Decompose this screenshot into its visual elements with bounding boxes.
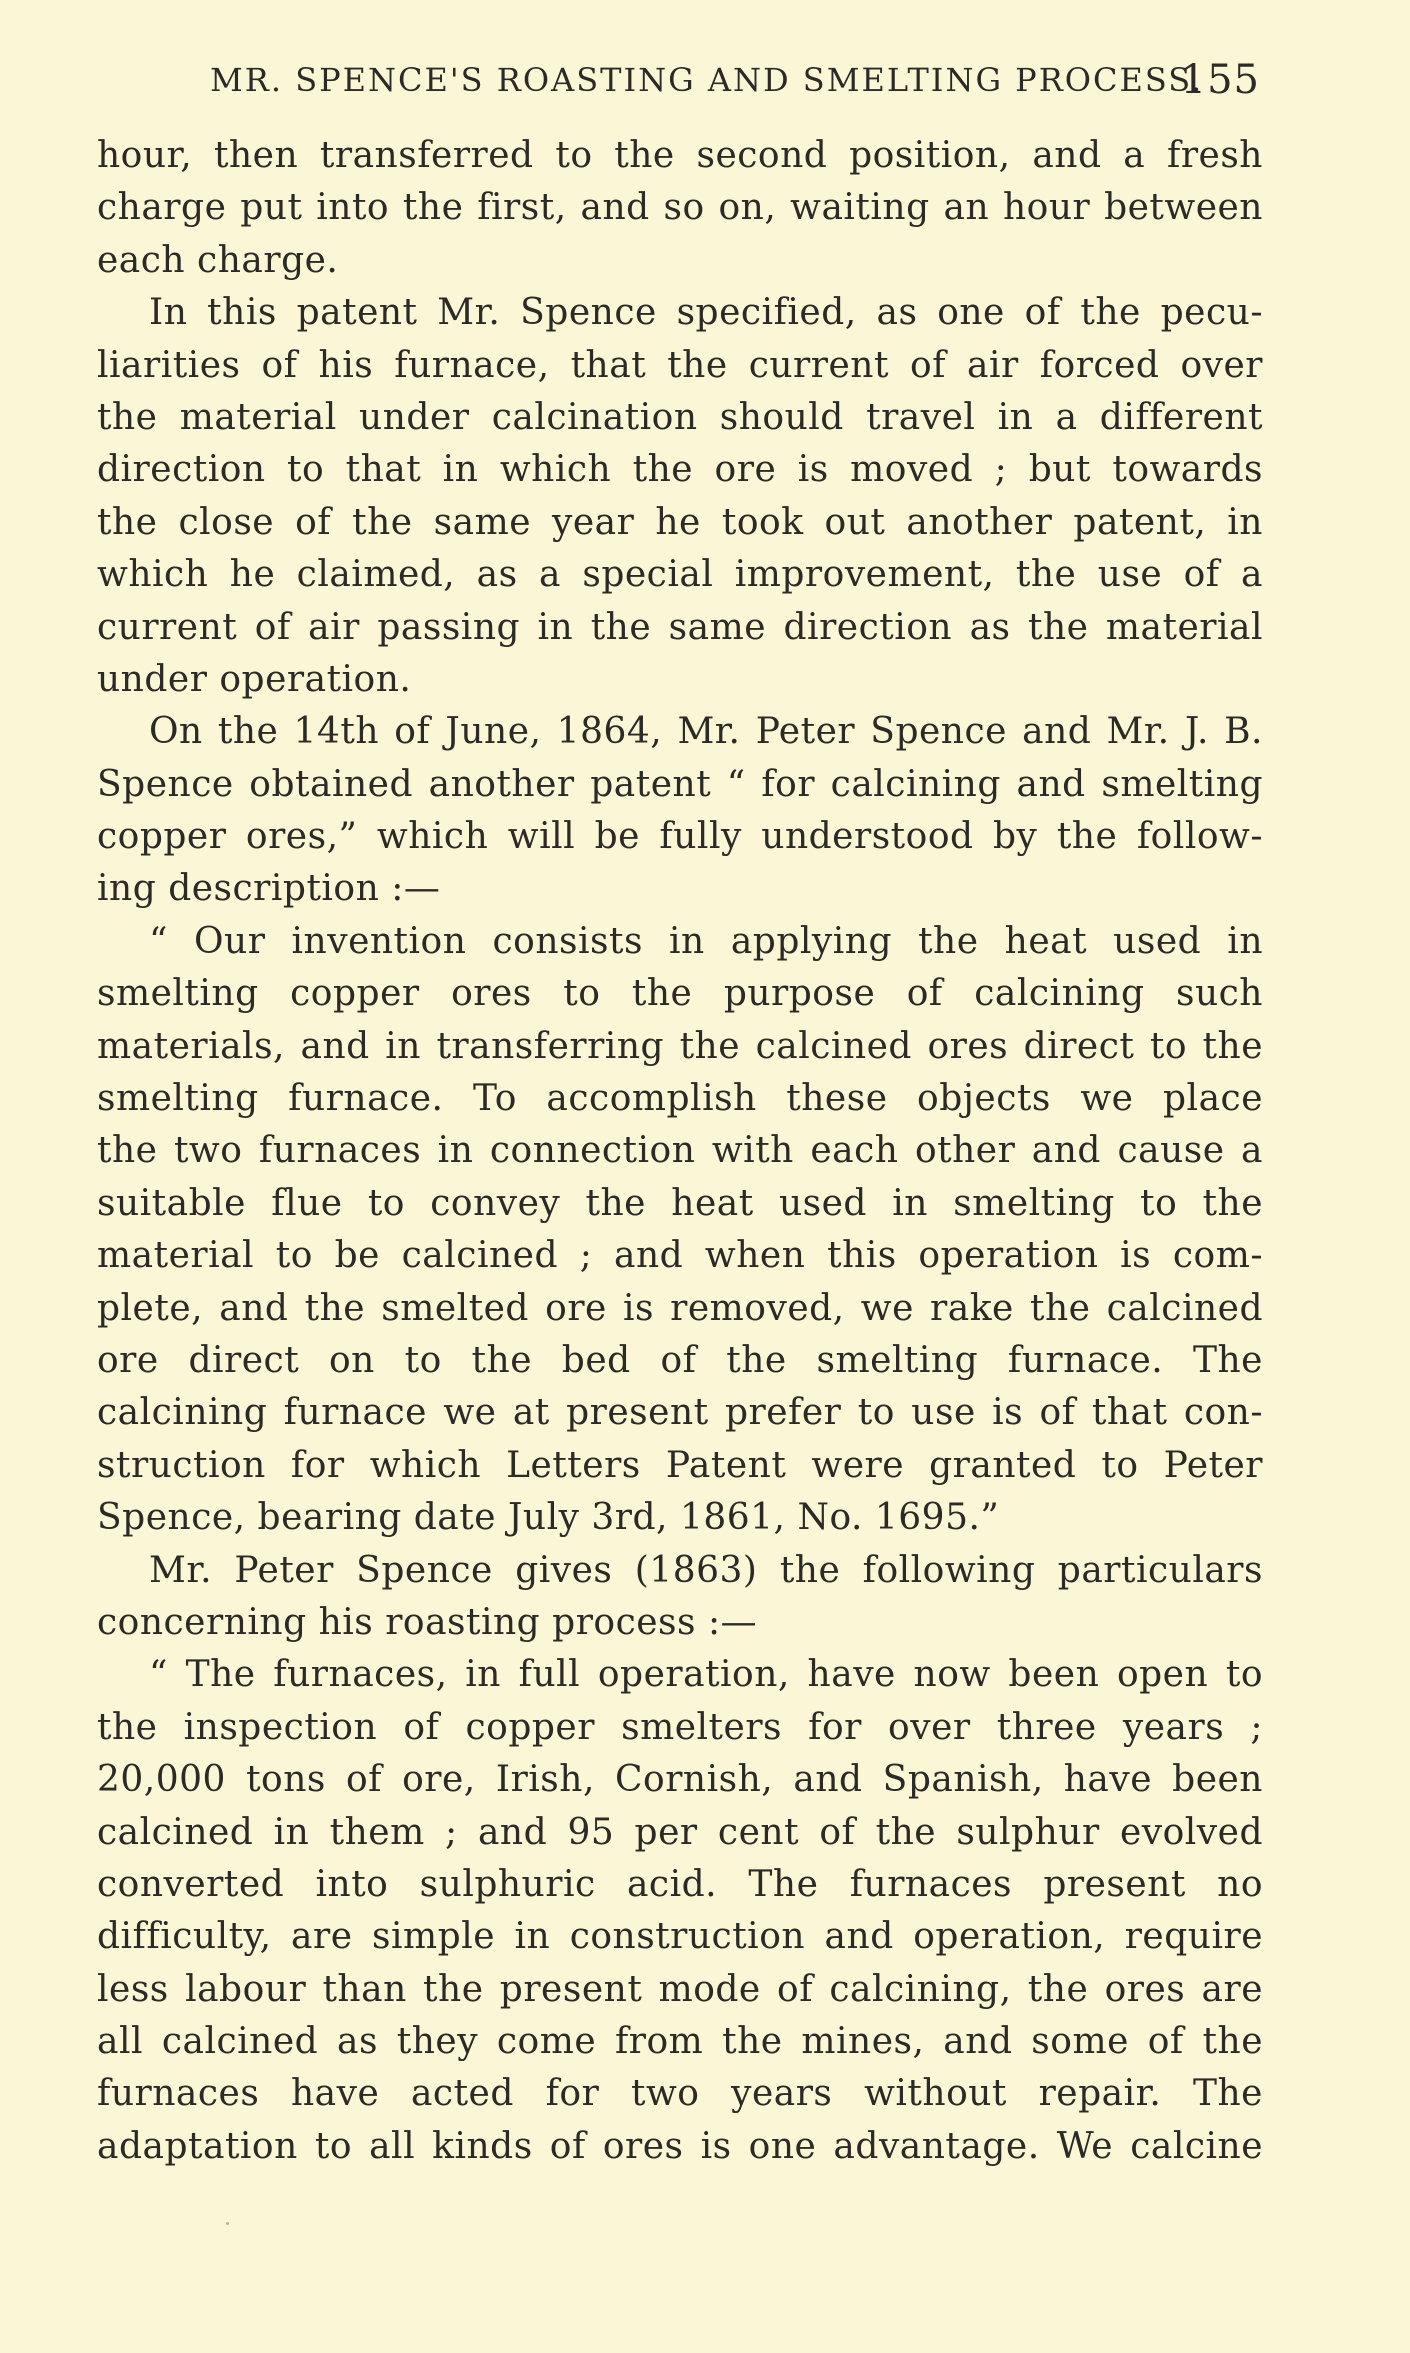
text-line: On the 14th of June, 1864, Mr. Peter Spence and Mr. J. B. (149, 711, 1263, 753)
running-title: MR. SPENCE'S ROASTING AND SMELTING PROCESS. (210, 61, 1204, 99)
text-line: Spence, bearing date July 3rd, 1861, No. 1695.” (97, 1497, 1000, 1539)
text-line: plete, and the smelted ore is removed, we rake the calcined (97, 1287, 1263, 1329)
text-line: 20,000 tons of ore, Irish, Cornish, and Spanish, have been (97, 1759, 1263, 1801)
text-line: current of air passing in the same direction as the material (97, 606, 1263, 648)
text-line: hour, then transferred to the second position, and a fresh (97, 135, 1263, 176)
paragraph-4 (97, 916, 1263, 1545)
text-line: the two furnaces in connection with each other and cause a (97, 1130, 1263, 1172)
text-line: smelting copper ores to the purpose of calcining such (97, 973, 1263, 1015)
running-head (210, 50, 1260, 110)
text-line: direction to that in which the ore is moved ; but towards (97, 449, 1263, 491)
text-line: materials, and in transferring the calcined ores direct to the (97, 1025, 1263, 1067)
text-line: difficulty, are simple in construction and operation, require (97, 1916, 1263, 1958)
text-line: ing description :— (97, 868, 441, 910)
text-line: suitable flue to convey the heat used in smelting to the (97, 1182, 1263, 1224)
body-text (97, 130, 1263, 2173)
text-line: converted into sulphuric acid. The furnaces present no (97, 1863, 1263, 1905)
paragraph-3 (97, 706, 1263, 916)
text-line: ore direct on to the bed of the smelting furnace. The (97, 1339, 1263, 1381)
text-line: the inspection of copper smelters for over three years ; (97, 1706, 1263, 1748)
page-number: 155 (1180, 57, 1260, 103)
text-line: struction for which Letters Patent were granted to Peter (97, 1444, 1263, 1486)
text-line: the material under calcination should travel in a different (97, 396, 1263, 438)
text-line: Spence obtained another patent “ for calcining and smelting (97, 763, 1263, 805)
text-line: smelting furnace. To accomplish these objects we place (97, 1078, 1263, 1120)
text-line: “ Our invention consists in applying the heat used in (149, 920, 1263, 962)
text-line: copper ores,” which will be fully understood by the follow- (97, 816, 1263, 858)
text-line: less labour than the present mode of calcining, the ores are (97, 1968, 1263, 2010)
text-line: liarities of his furnace, that the current of air forced over (97, 344, 1263, 386)
text-line: material to be calcined ; and when this operation is com- (97, 1235, 1263, 1277)
paragraph-2 (97, 287, 1263, 706)
text-line: concerning his roasting process :— (97, 1601, 758, 1643)
text-line: the close of the same year he took out another patent, in (97, 501, 1263, 543)
paper-speck (226, 2222, 229, 2225)
paragraph-6 (97, 1649, 1263, 2173)
text-line: which he claimed, as a special improvement, the use of a (97, 554, 1263, 596)
text-line: furnaces have acted for two years without repair. The (97, 2073, 1263, 2115)
text-line: under operation. (97, 658, 412, 700)
text-line: calcining furnace we at present prefer to use is of that con- (97, 1392, 1263, 1434)
text-line: Mr. Peter Spence gives (1863) the following particulars (149, 1549, 1263, 1591)
text-line: each charge. (97, 239, 339, 281)
text-line: adaptation to all kinds of ores is one advantage. We calcine (97, 2125, 1263, 2167)
text-line: calcined in them ; and 95 per cent of the sulphur evolved (97, 1811, 1263, 1853)
text-line: In this patent Mr. Spence specified, as one of the pecu- (149, 292, 1263, 334)
paragraph-1 (97, 130, 1263, 287)
paragraph-5 (97, 1545, 1263, 1650)
text-line: all calcined as they come from the mines, and some of the (97, 2021, 1263, 2063)
text-line: charge put into the first, and so on, waiting an hour between (97, 187, 1263, 229)
text-line: “ The furnaces, in full operation, have now been open to (149, 1654, 1263, 1696)
